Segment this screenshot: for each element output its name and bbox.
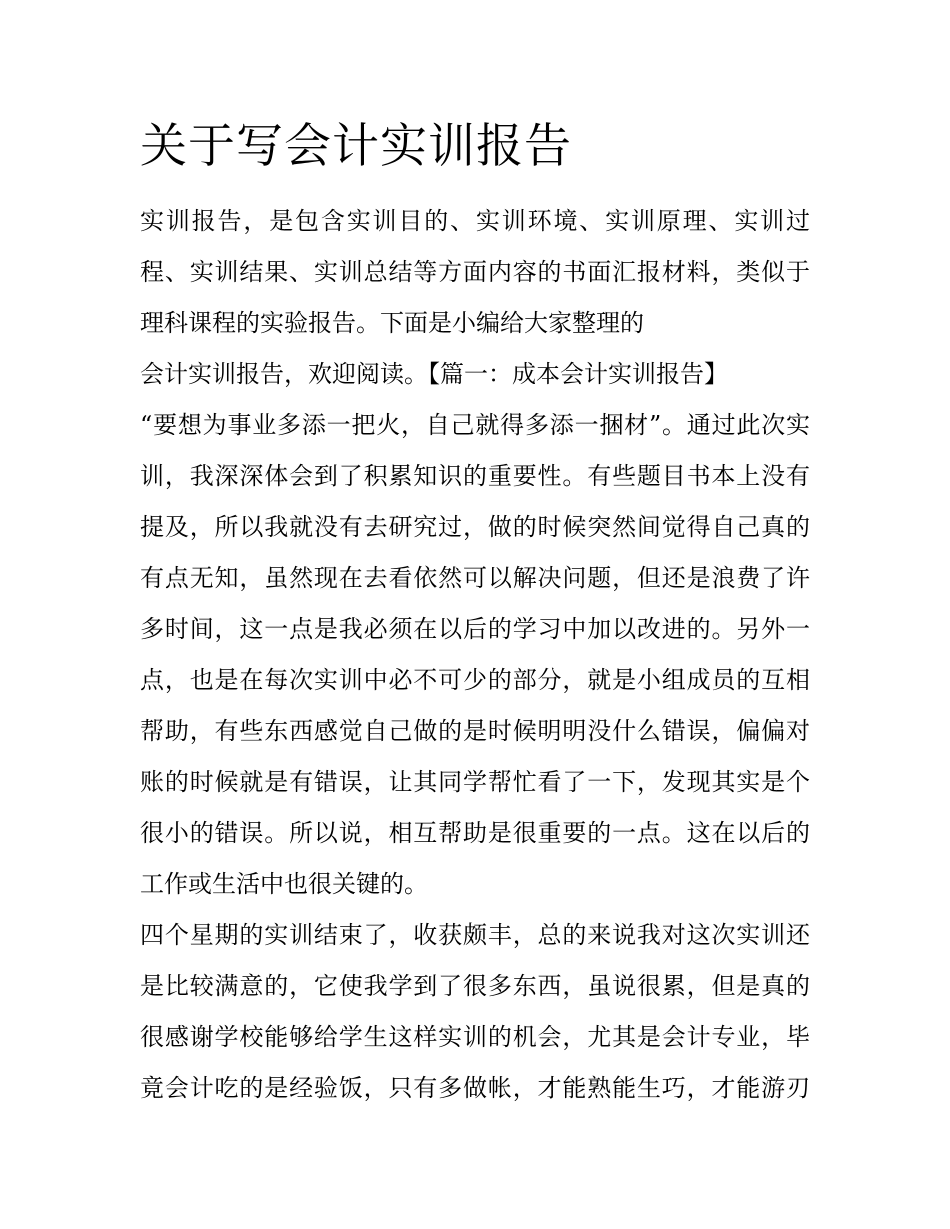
text-line: 提及，所以我就没有去研究过，做的时候突然间觉得自己真的 xyxy=(140,513,810,541)
text-line: 点，也是在每次实训中必不可少的部分，就是小组成员的互相 xyxy=(140,666,810,694)
text-line: “要想为事业多添一把火，自己就得多添一捆材”。通过此次实 xyxy=(140,411,810,439)
text-line: 实训报告，是包含实训目的、实训环境、实训原理、实训过 xyxy=(140,207,810,235)
text-line: 会计实训报告，欢迎阅读。【篇一：成本会计实训报告】 xyxy=(140,360,728,388)
text-line: 很小的错误。所以说，相互帮助是很重要的一点。这在以后的 xyxy=(140,819,810,847)
text-line: 是比较满意的，它使我学到了很多东西，虽说很累，但是真的 xyxy=(140,972,810,1000)
text-line: 账的时候就是有错误，让其同学帮忙看了一下，发现其实是个 xyxy=(140,768,810,796)
text-line: 程、实训结果、实训总结等方面内容的书面汇报材料，类似于 xyxy=(140,258,810,286)
document-title: 关于写会计实训报告 xyxy=(140,119,572,174)
text-line: 有点无知，虽然现在去看依然可以解决问题，但还是浪费了许 xyxy=(140,564,810,592)
text-line: 训，我深深体会到了积累知识的重要性。有些题目书本上没有 xyxy=(140,462,810,490)
text-line: 竟会计吃的是经验饭，只有多做帐，才能熟能生巧，才能游刃 xyxy=(140,1074,810,1102)
text-line: 多时间，这一点是我必须在以后的学习中加以改进的。另外一 xyxy=(140,615,810,643)
text-line: 帮助，有些东西感觉自己做的是时候明明没什么错误，偏偏对 xyxy=(140,717,810,745)
text-line: 四个星期的实训结束了，收获颇丰，总的来说我对这次实训还 xyxy=(140,921,810,949)
text-line: 理科课程的实验报告。下面是小编给大家整理的 xyxy=(140,309,644,337)
text-line: 很感谢学校能够给学生这样实训的机会，尤其是会计专业，毕 xyxy=(140,1023,810,1051)
text-line: 工作或生活中也很关键的。 xyxy=(140,870,428,898)
